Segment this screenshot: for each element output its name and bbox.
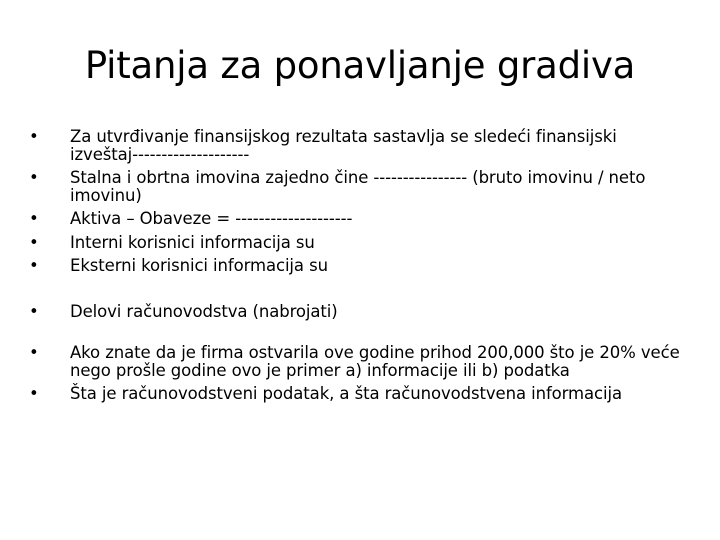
bullet-text: Stalna i obrtna imovina zajedno čine ---------------- (bruto imovinu / neto imovinu)	[70, 168, 646, 205]
bullet-icon: •	[29, 168, 39, 187]
bullet-text: Šta je računovodstveni podatak, a šta računovodstvena informacija	[70, 384, 622, 403]
slide-title: Pitanja za ponavljanje gradiva	[84, 44, 636, 87]
bullet-group-accounting-parts	[0, 303, 720, 321]
bullet-group-data-vs-information	[0, 344, 720, 403]
bullet-icon: •	[29, 232, 39, 252]
bullet-item	[0, 128, 720, 163]
bullet-text: Ako znate da je firma ostvarila ove godine prihod 200,000 što je 20% veće nego prošle godine ovo je primer a) informacije ili b) podatka	[70, 343, 680, 380]
bullet-icon: •	[29, 343, 39, 362]
spacer	[0, 326, 720, 344]
bullet-text: Aktiva – Obaveze = --------------------	[70, 209, 353, 228]
bullet-text: Za utvrđivanje finansijskog rezultata sastavlja se sledeći finansijski izveštaj--------------------	[70, 127, 617, 164]
bullet-icon: •	[29, 127, 39, 146]
bullet-item	[0, 303, 720, 321]
bullet-item	[0, 210, 720, 228]
bullet-icon: •	[29, 256, 39, 275]
bullet-text: Eksterni korisnici informacija su	[70, 256, 328, 275]
bullet-group-questions	[0, 128, 720, 275]
bullet-item	[0, 344, 720, 379]
bullet-icon: •	[29, 209, 39, 228]
bullet-item	[0, 385, 720, 403]
bullet-item	[0, 169, 720, 204]
bullet-item	[0, 257, 720, 275]
bullet-text: Interni korisnici informacija su	[70, 232, 315, 252]
slide-content	[0, 128, 720, 409]
spacer	[0, 281, 720, 303]
bullet-icon: •	[29, 301, 39, 321]
bullet-text: Delovi računovodstva (nabrojati)	[70, 301, 338, 321]
bullet-icon: •	[29, 384, 39, 403]
bullet-item	[0, 234, 720, 252]
